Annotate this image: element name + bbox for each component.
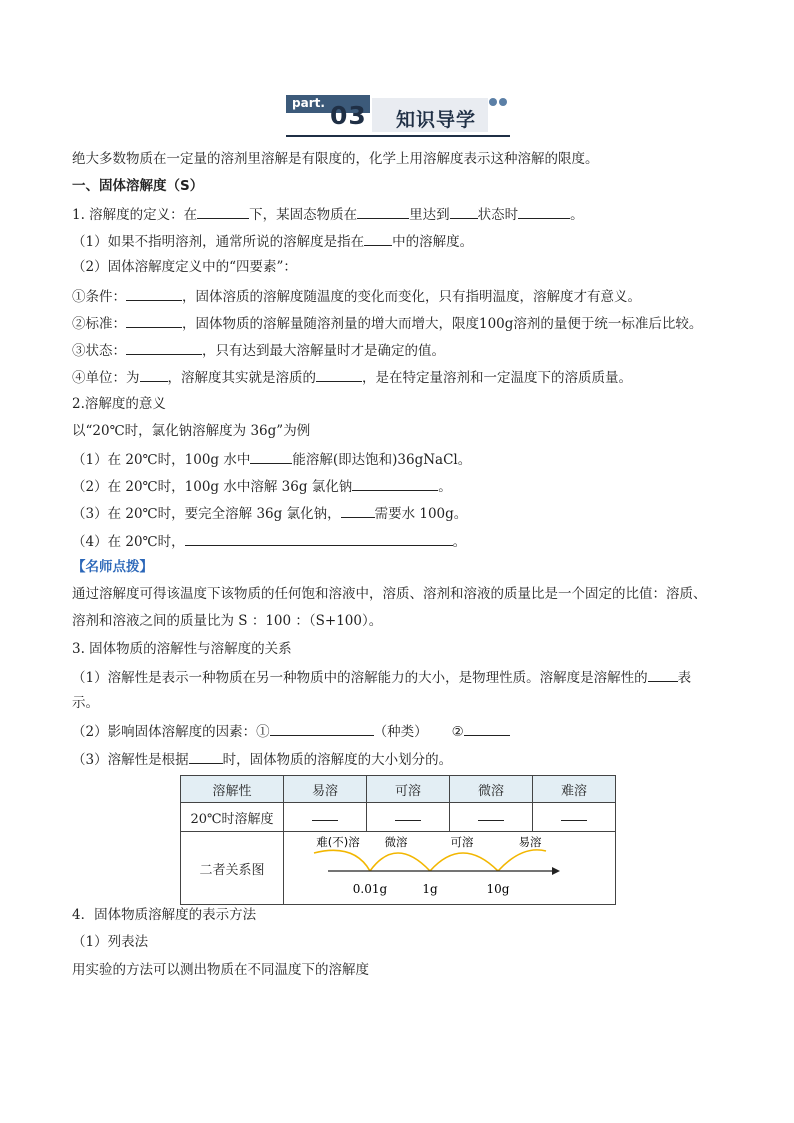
diagram-arc xyxy=(430,853,498,871)
element-condition xyxy=(72,286,641,306)
answer-blank xyxy=(312,810,338,821)
relationship-diagram-cell xyxy=(284,832,616,905)
diagram-arc xyxy=(370,853,430,871)
diagram-label: 微溶 xyxy=(384,835,408,849)
text: ，固体溶质的溶解度随温度的变化而变化，只有指明温度，溶解度才有意义。 xyxy=(182,289,641,305)
answer-blank xyxy=(126,313,182,328)
text: ② xyxy=(451,724,464,740)
section1-heading: 一、固体溶解度（S） xyxy=(72,178,204,194)
answer-blank xyxy=(316,367,362,382)
text: （3）溶解性是根据 xyxy=(72,752,189,768)
text: （1）溶解性是表示一种物质在另一种物质中的溶解能力的大小，是物理性质。溶解度是溶解性的 xyxy=(72,670,648,686)
answer-blank xyxy=(357,204,409,219)
solubility-p2 xyxy=(72,721,510,741)
text: 能溶解(即达饱和)36gNaCl。 xyxy=(292,452,472,468)
text: （2）在 20℃时，100g 水中溶解 36g 氯化钠 xyxy=(72,479,353,495)
text: 需要水 100g。 xyxy=(374,506,468,522)
text: （1）如果不指明溶剂，通常所说的溶解度是指在 xyxy=(72,234,365,250)
answer-blank xyxy=(270,721,374,736)
text: 里达到 xyxy=(409,207,450,223)
section4-text: 用实验的方法可以测出物质在不同温度下的溶解度 xyxy=(72,962,369,978)
answer-blank xyxy=(518,204,570,219)
element-unit xyxy=(72,367,632,387)
diagram-label: 易溶 xyxy=(518,835,542,849)
item1-line xyxy=(72,231,473,251)
diagram-tick: 10g xyxy=(486,882,510,896)
text: （种类） xyxy=(373,724,428,740)
page-title: 知识导学 xyxy=(396,109,477,131)
text: （2）影响固体溶解度的因素：① xyxy=(72,724,270,740)
text: ②标准： xyxy=(72,316,126,332)
table-header-row xyxy=(181,776,616,803)
solubility-p1-line1 xyxy=(72,667,691,687)
section3-heading: 3. 固体物质的溶解性与溶解度的关系 xyxy=(72,641,292,657)
element-state xyxy=(72,340,445,360)
diagram-tick: 1g xyxy=(422,882,438,896)
meaning-q2 xyxy=(72,476,452,496)
table-header-cell: 易溶 xyxy=(284,776,367,803)
table-header-cell: 微溶 xyxy=(450,776,533,803)
text: ，溶解度其实就是溶质的 xyxy=(167,370,316,386)
answer-blank xyxy=(352,476,438,491)
decorative-dots-icon xyxy=(488,96,510,108)
text: （1）在 20℃时，100g 水中 xyxy=(72,452,251,468)
answer-blank xyxy=(478,810,504,821)
solubility-table xyxy=(180,775,616,905)
answer-blank xyxy=(364,231,392,246)
answer-blank xyxy=(395,810,421,821)
table-cell xyxy=(284,803,367,832)
intro-text: 绝大多数物质在一定量的溶剂里溶解是有限度的，化学上用溶解度表示这种溶解的限度。 xyxy=(72,151,599,167)
banner-underline xyxy=(286,135,510,137)
table-row-label: 二者关系图 xyxy=(181,832,284,905)
answer-blank xyxy=(126,340,202,355)
example-line: 以“20℃时，氯化钠溶解度为 36g”为例 xyxy=(72,423,311,439)
answer-blank xyxy=(189,749,223,764)
item2-line: （2）固体溶解度定义中的“四要素”： xyxy=(72,259,297,275)
solubility-p3 xyxy=(72,749,452,769)
answer-blank xyxy=(250,449,292,464)
tip-line-2: 溶剂和溶液之间的质量比为 S ：100 ：（S+100）。 xyxy=(72,613,383,629)
diagram-label: 难(不)溶 xyxy=(316,835,360,849)
text: 1. 溶解度的定义：在 xyxy=(72,207,198,223)
text: 表 xyxy=(677,670,692,686)
text: ，是在特定量溶剂和一定温度下的溶质质量。 xyxy=(362,370,632,386)
section2-heading: 2.溶解度的意义 xyxy=(72,396,166,412)
element-standard xyxy=(72,313,702,333)
text: 中的溶解度。 xyxy=(392,234,474,250)
part-number: 03 xyxy=(330,101,367,130)
part-label: part. xyxy=(292,96,325,110)
answer-blank xyxy=(450,204,478,219)
definition-line xyxy=(72,204,584,224)
table-header-cell: 可溶 xyxy=(367,776,450,803)
table-header-cell: 难溶 xyxy=(533,776,616,803)
part-badge xyxy=(286,95,370,133)
answer-blank xyxy=(464,721,510,736)
relationship-diagram xyxy=(284,833,614,903)
answer-blank xyxy=(140,367,168,382)
text: 。 xyxy=(570,207,584,223)
text: 。 xyxy=(452,534,467,550)
text: 时，固体物质的溶解度的大小划分的。 xyxy=(222,752,453,768)
diagram-tick: 0.01g xyxy=(352,882,388,896)
table-row xyxy=(181,832,616,905)
meaning-q4 xyxy=(72,531,466,551)
section4-heading: 4．固体物质溶解度的表示方法 xyxy=(72,907,257,923)
diagram-arc xyxy=(314,850,370,871)
text: ，只有达到最大溶解量时才是确定的值。 xyxy=(202,343,445,359)
section4-sub1: （1）列表法 xyxy=(72,934,149,950)
text: （3）在 20℃时，要完全溶解 36g 氯化钠， xyxy=(72,506,341,522)
meaning-q3 xyxy=(72,503,467,523)
answer-blank xyxy=(341,503,375,518)
text: ①条件： xyxy=(72,289,126,305)
text: 下，某固态物质在 xyxy=(249,207,358,223)
text: （4）在 20℃时， xyxy=(72,534,185,550)
answer-blank xyxy=(185,531,453,546)
table-row-label: 20℃时溶解度 xyxy=(181,803,284,832)
meaning-q1 xyxy=(72,449,471,469)
text: 状态时 xyxy=(477,207,519,223)
text: 。 xyxy=(438,479,452,495)
table-header-cell: 溶解性 xyxy=(181,776,284,803)
text: ，固体物质的溶解量随溶剂量的增大而增大，限度100g溶剂的量便于统一标准后比较。 xyxy=(182,316,703,332)
arrow-icon xyxy=(552,867,560,875)
diagram-label: 可溶 xyxy=(450,835,474,849)
teacher-tip-label: 【名师点拨】 xyxy=(72,559,153,575)
section-banner xyxy=(286,95,510,137)
table-row xyxy=(181,803,616,832)
text: ③状态： xyxy=(72,343,126,359)
table-cell xyxy=(533,803,616,832)
table-cell xyxy=(367,803,450,832)
text: ④单位：为 xyxy=(72,370,140,386)
answer-blank xyxy=(126,286,182,301)
tip-line-1: 通过溶解度可得该温度下该物质的任何饱和溶液中，溶质、溶剂和溶液的质量比是一个固定的比值：溶质、 xyxy=(72,586,707,602)
answer-blank xyxy=(648,667,678,682)
answer-blank xyxy=(561,810,587,821)
diagram-arc xyxy=(498,850,546,871)
table-cell xyxy=(450,803,533,832)
answer-blank xyxy=(197,204,249,219)
solubility-p1-line2: 示。 xyxy=(72,695,99,711)
